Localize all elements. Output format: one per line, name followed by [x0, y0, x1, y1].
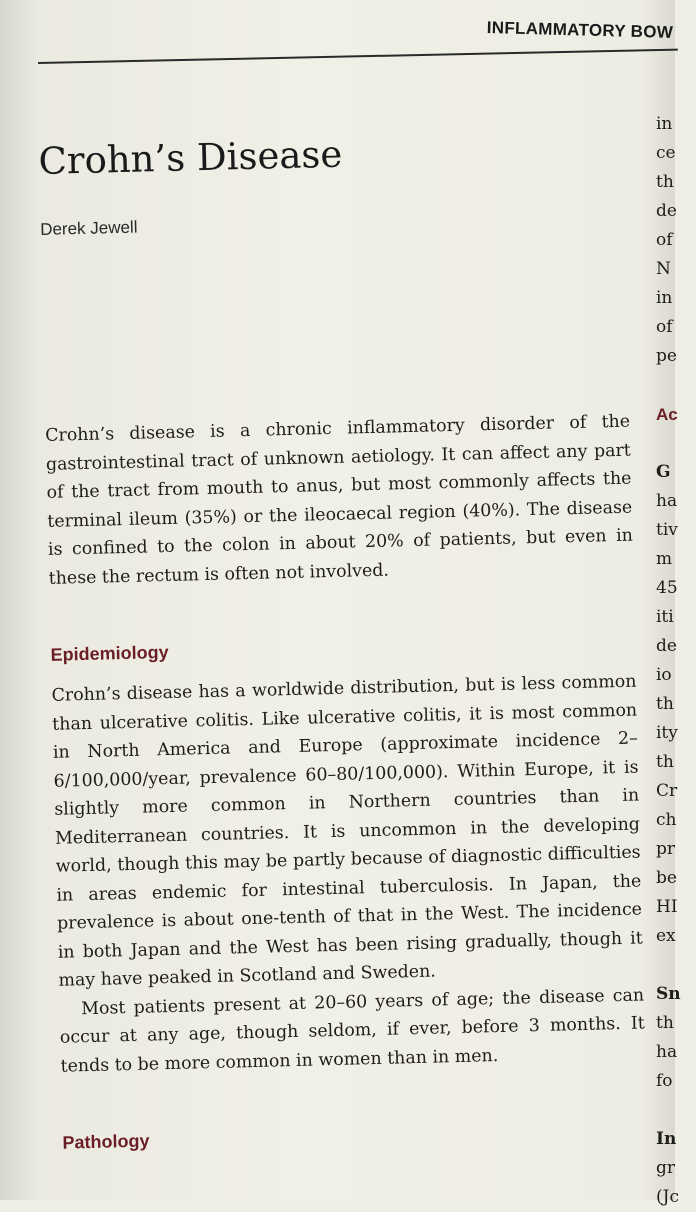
adjacent-column-line: HI: [656, 897, 678, 917]
adjacent-column-line: th: [656, 694, 674, 714]
adjacent-column-line: ha: [656, 1042, 678, 1062]
section-heading-pathology: Pathology: [62, 1130, 150, 1153]
adjacent-column-fragment: [656, 110, 696, 1212]
adjacent-column-line: th: [656, 752, 674, 772]
adjacent-column-line: Ac: [656, 405, 678, 424]
adjacent-column-line: [656, 429, 696, 458]
adjacent-column-line: ex: [656, 926, 676, 946]
adjacent-column-line: th: [656, 172, 674, 192]
adjacent-column-line: pr: [656, 839, 676, 859]
adjacent-column-line: fo: [656, 1071, 673, 1091]
adjacent-column-line: iti: [656, 607, 674, 627]
adjacent-column-line: pe: [656, 346, 677, 366]
adjacent-column-line: N: [656, 259, 671, 279]
epidemiology-paragraph-2: Most patients present at 20–60 years of age; the disease can occur at any age, though seldom, if ever, before 3 months. It tends to be more common in women than in men.: [59, 984, 646, 1077]
adjacent-column-line: ha: [656, 491, 678, 511]
intro-paragraph: Crohn’s disease is a chronic inflammatory disorder of the gastrointestinal tract of unknown aetiology. It can affect any part of the tract from mouth to anus, but most commonly affects the terminal ileum (35%) or the ileocaecal region (40%). The disease is confined to the colon in about 20% of patients, but even in these the rectum is often not involved.: [44, 411, 634, 589]
running-header: INFLAMMATORY BOW: [486, 18, 674, 42]
adjacent-column-line: in: [656, 114, 673, 134]
adjacent-column-line: io: [656, 665, 672, 685]
adjacent-column-line: de: [656, 201, 677, 221]
adjacent-column-line: 45: [656, 578, 678, 598]
adjacent-column-line: Sn: [656, 984, 681, 1004]
adjacent-column-line: in: [656, 288, 673, 308]
adjacent-column-line: de: [656, 636, 677, 656]
adjacent-column-line: [656, 371, 696, 400]
adjacent-column-line: [656, 1096, 696, 1125]
adjacent-column-line: m: [656, 549, 673, 569]
adjacent-column-line: ity: [656, 723, 678, 743]
adjacent-column-line: In: [656, 1129, 677, 1149]
adjacent-column-line: (Jc: [656, 1187, 679, 1207]
article-author: Derek Jewell: [39, 217, 138, 239]
adjacent-column-line: Cr: [656, 781, 678, 801]
epidemiology-paragraph-1: Crohn’s disease has a worldwide distribution, but is less common than ulcerative colitis. Like ulcerative colitis, it is most common in North America and Europe (approximate incidence 2–6/100,000/year, prevalence 60–80/100,000). Within Europe, it is slightly more common in Northern countries than in Mediterranean countries. It is uncommon in the developing world, though this may be partly because of diagnostic difficulties in areas endemic for intestinal tuberculosis. In Japan, the prevalence is about one-tenth of that in the West. The incidence in both Japan and the West has been rising gradually, though it may have peaked in Scotland and Sweden.: [51, 671, 643, 991]
article-title: Crohn’s Disease: [38, 132, 343, 183]
adjacent-column-line: of: [656, 230, 673, 250]
adjacent-column-line: ch: [656, 810, 677, 830]
adjacent-column-line: be: [656, 868, 677, 888]
adjacent-column-line: [656, 951, 696, 980]
adjacent-column-line: ce: [656, 143, 676, 163]
adjacent-column-line: gr: [656, 1158, 676, 1178]
header-rule: [38, 49, 678, 64]
article-column: [38, 126, 648, 1154]
adjacent-column-line: G: [656, 462, 671, 482]
section-heading-epidemiology: Epidemiology: [50, 641, 169, 665]
adjacent-column-line: of: [656, 317, 673, 337]
adjacent-column-line: tiv: [656, 520, 678, 540]
adjacent-column-line: th: [656, 1013, 674, 1033]
